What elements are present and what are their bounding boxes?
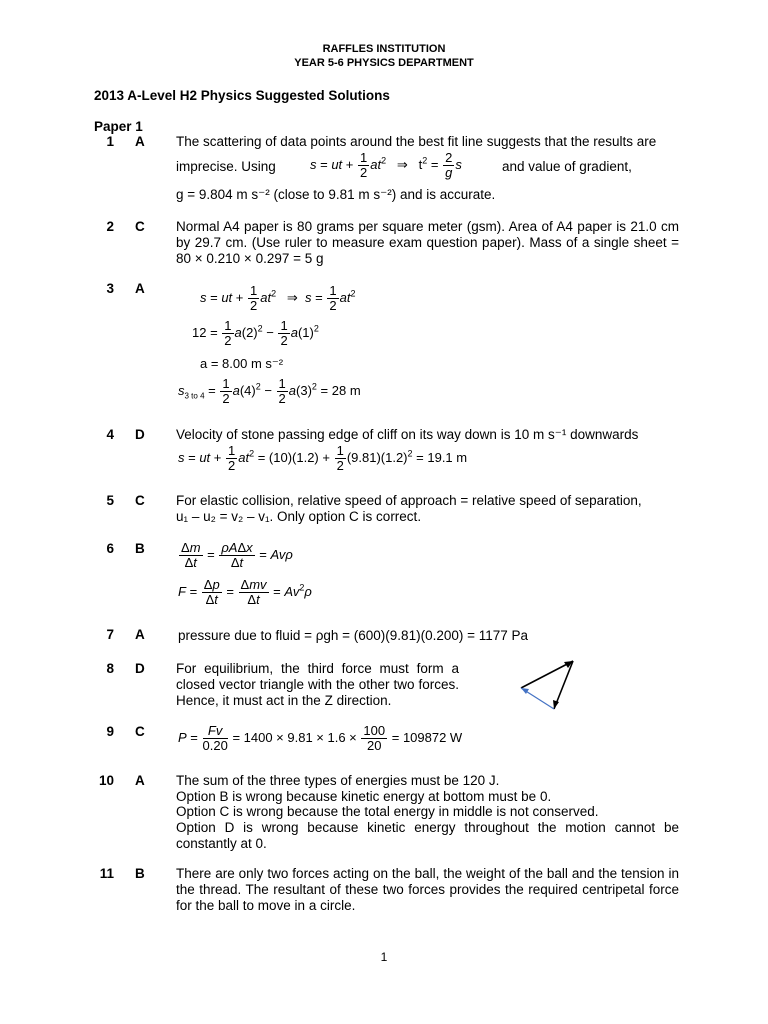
header-department: YEAR 5-6 PHYSICS DEPARTMENT [294, 57, 474, 69]
question-1-line-2a: imprecise. Using [176, 159, 276, 174]
paper-label: Paper 1 [94, 119, 143, 134]
question-10-line-3: Option C is wrong because the total energy in middle is not conserved. [176, 804, 599, 819]
question-4-result: = 19.1 m [416, 449, 468, 465]
question-answer: A [135, 134, 145, 149]
question-1-line-1: The scattering of data points around the best fit line suggests that the results are [176, 134, 657, 149]
question-answer: A [135, 773, 145, 788]
question-number: 6 [106, 541, 114, 556]
question-number: 7 [106, 627, 114, 642]
arrowhead-3 [521, 688, 529, 694]
question-answer: D [135, 427, 145, 442]
arrowhead-2 [553, 700, 559, 709]
vector-triangle-diagram [516, 655, 580, 715]
question-3-equation-2: 12 = $\frac{1}{2}$ $a(2)^2$ − $\frac{1}{2}$ $a(1)^2$ [192, 318, 319, 348]
question-answer: B [135, 541, 145, 556]
question-3-equation-3: a = 8.00 m s⁻² [200, 356, 284, 371]
question-number: 10 [98, 773, 114, 788]
question-answer: D [135, 661, 145, 676]
question-4-text: Velocity of stone passing edge of cliff on its way down is 10 m s⁻¹ downwards [176, 427, 639, 442]
question-number: 8 [106, 661, 114, 676]
question-1-equation: s = ut + $\frac{1}{2}$ $at^2$ ⇒ $t^2$ = $\frac{2}{g}$ s [310, 150, 462, 180]
question-answer: A [135, 627, 145, 642]
question-number: 3 [106, 281, 114, 296]
question-9-result: = 109872 W [391, 729, 463, 745]
question-number: 1 [106, 134, 114, 149]
question-6-equation-1: $\frac{\Delta m}{\Delta t}$ = $\frac{\text{ρAΔx}}{\Delta t}$ = Avρ [181, 540, 293, 570]
question-7-text: pressure due to fluid = ρgh = (600)(9.81)(0.200) = 1177 Pa [178, 628, 529, 643]
question-1-line-2b: and value of gradient, [502, 159, 632, 174]
question-answer: C [135, 493, 145, 508]
question-answer: C [135, 724, 145, 739]
question-number: 5 [106, 493, 114, 508]
question-3-equation-4: $s_{3 to 4}$ = $\frac{1}{2}$ $a(4)^2$ − $\frac{1}{2}$ $a(3)^2 = 28$ m [178, 376, 361, 406]
question-3-equation-1: s = ut + $\frac{1}{2}$ $at^2$ ⇒ s = $\frac{1}{2}$ $at^2$ [200, 283, 356, 313]
question-number: 9 [106, 724, 114, 739]
question-9-equation: P = $\frac{Fv}{0.20}$ = 1400 × 9.81 × 1.6 × $\frac{100}{20}$ = 109872 W [178, 723, 463, 753]
question-9-middle: = 1400 × 9.81 × 1.6 × [232, 729, 357, 745]
question-10-line-2: Option B is wrong because kinetic energy at bottom must be 0. [176, 789, 552, 804]
question-number: 2 [106, 219, 114, 234]
question-answer: C [135, 219, 145, 234]
question-answer: A [135, 281, 145, 296]
question-number: 4 [106, 427, 114, 442]
question-4-equation: s = ut + $\frac{1}{2}$ $at^2 = (10)(1.2)$ + $\frac{1}{2}$ $(9.81)(1.2)^2 = 19.1$ m [178, 443, 468, 473]
question-11-text: There are only two forces acting on the ball, the weight of the ball and the tension in the thread. The resultant of these two forces provides the required centripetal force for the ball to move in a circle. [176, 866, 679, 913]
vector-force-1 [521, 661, 573, 688]
question-8-text: For equilibrium, the third force must form a closed vector triangle with the other two forces. Hence, it must act in the Z direction. [176, 661, 459, 708]
question-10-line-4: Option D is wrong because kinetic energy throughout the motion cannot be constantly at 0. [176, 820, 679, 851]
question-1-line-3: g = 9.804 m s⁻² (close to 9.81 m s⁻²) and is accurate. [176, 187, 496, 202]
header-institution: RAFFLES INSTITUTION [322, 43, 446, 55]
question-2-text: Normal A4 paper is 80 grams per square meter (gsm). Area of A4 paper is 21.0 cm by 29.7 cm. (Use ruler to measure exam question paper). Mass of a single sheet = 80 × 0.210 × 0.297 = 5 g [176, 219, 679, 266]
question-10-line-1: The sum of the three types of energies must be 120 J. [176, 773, 500, 788]
question-3-result: = 28 m [320, 382, 361, 398]
question-number: 11 [99, 866, 114, 881]
question-5-line-2: u₁ – u₂ = v₂ – v₁. Only option C is correct. [176, 509, 422, 524]
question-6-equation-2: F = $\frac{\Delta p}{\Delta t}$ = $\frac{\text{Δmv}}{\Delta t}$ = $Av^2\rho$ [178, 577, 312, 607]
page-number: 1 [380, 950, 388, 964]
document-title: 2013 A-Level H2 Physics Suggested Solutions [94, 88, 390, 103]
question-answer: B [135, 866, 145, 881]
question-5-line-1: For elastic collision, relative speed of approach = relative speed of separation, [176, 493, 642, 508]
